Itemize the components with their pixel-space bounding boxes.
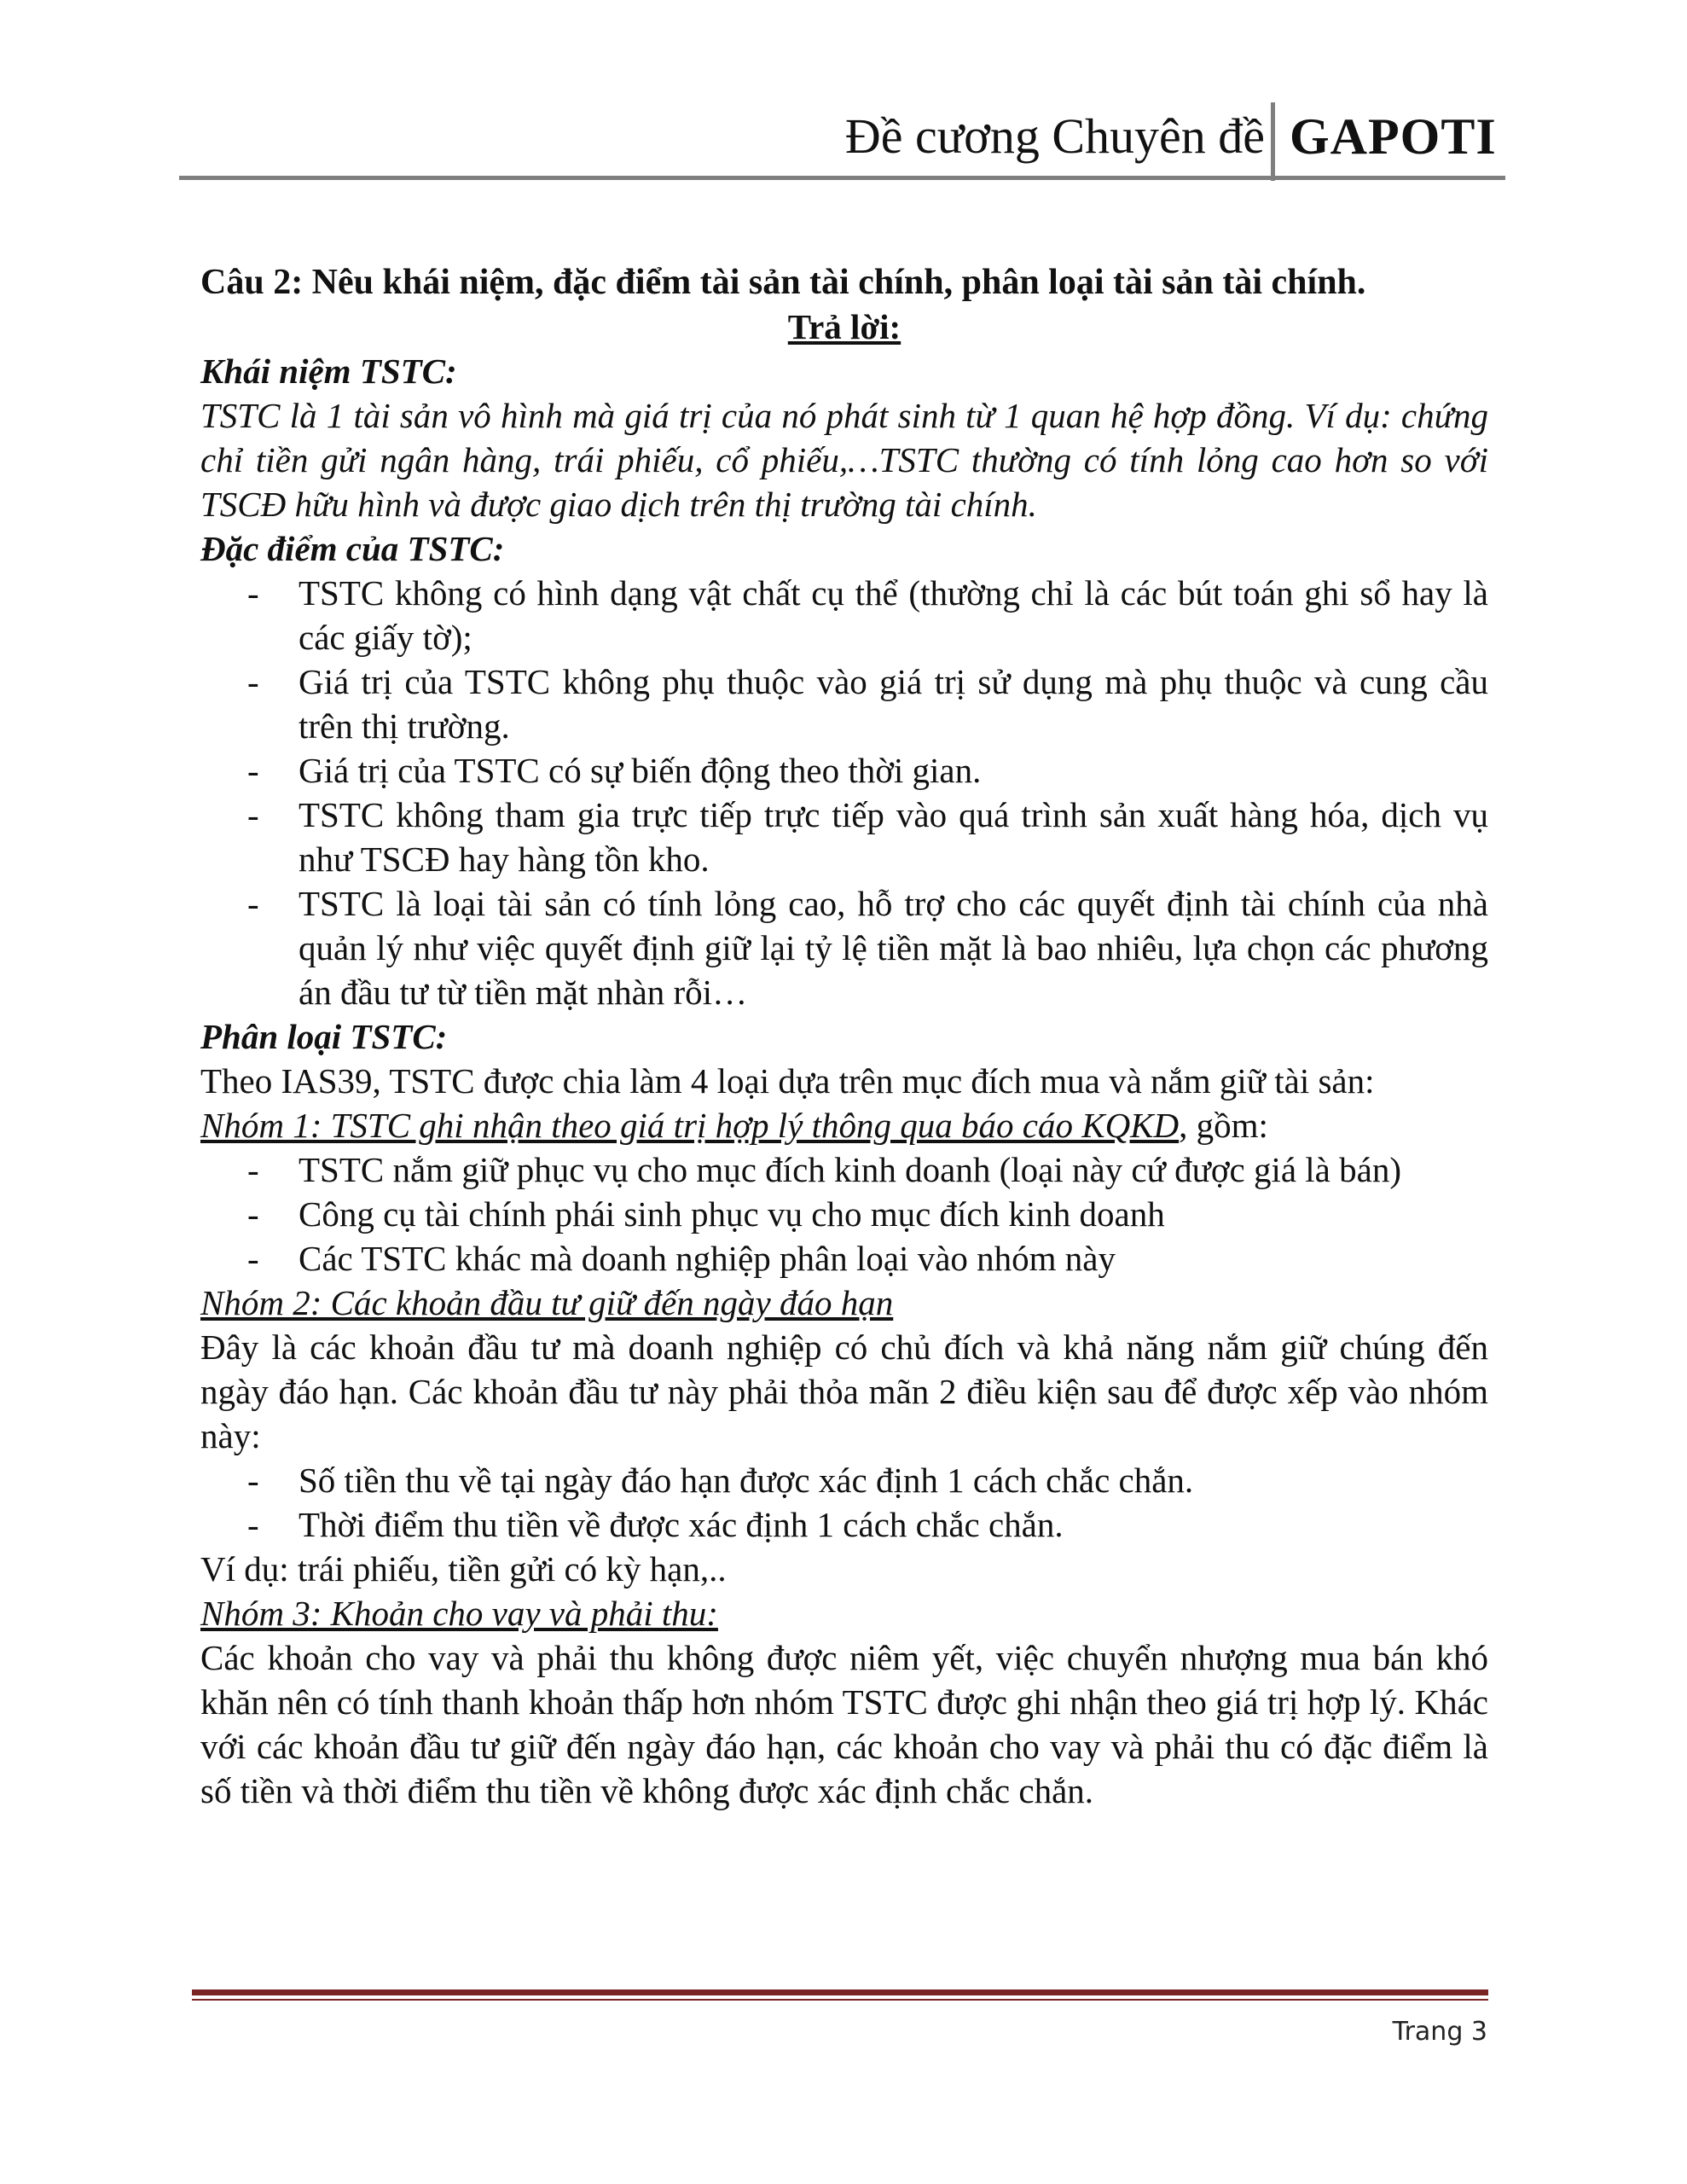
list-dash: - [247,884,259,923]
document-body [200,260,1488,1813]
answer-label: Trả lời: [787,307,901,346]
group3-title: Nhóm 3: Khoản cho vay và phải thu: [200,1594,718,1633]
group3-text: Các khoản cho vay và phải thu không được niêm yết, việc chuyển nhượng mua bán khó khăn nên có tính thanh khoản thấp hơn nhóm TSTC được ghi nhận theo giá trị hợp lý. Khác với các khoản đầu tư giữ đến ngày đáo hạn, các khoản cho vay và phải thu có đặc điểm là số tiền và thời điểm thu tiền về không được xác định chắc chắn. [200,1638,1488,1810]
list-dash: - [247,1239,259,1278]
group2-text: Đây là các khoản đầu tư mà doanh nghiệp có chủ đích và khả năng nắm giữ chúng đến ngày đáo hạn. Các khoản đầu tư này phải thỏa mãn 2 điều kiện sau để được xếp vào nhóm này: [200,1327,1488,1455]
list-dash: - [247,573,259,613]
list-item: - Giá trị của TSTC có sự biến động theo thời gian. [200,748,1488,793]
group1-list [200,1147,1488,1281]
document-title: Đề cương Chuyên đề [844,108,1265,164]
list-item: - TSTC là loại tài sản có tính lỏng cao, hỗ trợ cho các quyết định tài chính của nhà quản lý như việc quyết định giữ lại tỷ lệ tiền mặt là bao nhiêu, lựa chọn các phương án đầu tư từ tiền mặt nhàn rỗi… [200,881,1488,1014]
group1-title: Nhóm 1: TSTC ghi nhận theo giá trị hợp lý thông qua báo cáo KQKD [200,1106,1180,1145]
list-dash: - [247,662,259,701]
group2-list [200,1458,1488,1547]
group2-example: Ví dụ: trái phiếu, tiền gửi có kỳ hạn,.. [200,1549,727,1589]
list-dash: - [247,1505,259,1544]
footer-rule [192,1989,1488,1995]
list-dash: - [247,751,259,790]
brand-name: GAPOTI [1290,108,1497,165]
classification-intro: Theo IAS39, TSTC được chia làm 4 loại dựa trên mục đích mua và nắm giữ tài sản: [200,1061,1375,1101]
list-item: - Số tiền thu về tại ngày đáo hạn được xác định 1 cách chắc chắn. [200,1458,1488,1502]
list-dash: - [247,795,259,834]
page-header [0,0,1687,183]
classification-heading: Phân loại TSTC: [200,1017,448,1056]
features-list [200,571,1488,1014]
group1-suffix: , gồm: [1179,1106,1268,1145]
list-item: - Giá trị của TSTC không phụ thuộc vào giá trị sử dụng mà phụ thuộc và cung cầu trên thị trường. [200,659,1488,748]
list-dash: - [247,1461,259,1500]
list-dash: - [247,1194,259,1234]
list-item: - Công cụ tài chính phái sinh phục vụ cho mục đích kinh doanh [200,1192,1488,1236]
footer-rule-thin [192,1999,1488,2001]
features-heading: Đặc điểm của TSTC: [200,529,505,568]
question-title: Câu 2: Nêu khái niệm, đặc điểm tài sản tài chính, phân loại tài sản tài chính. [200,263,1366,302]
list-item: - Thời điểm thu tiền về được xác định 1 cách chắc chắn. [200,1502,1488,1547]
list-item: - TSTC nắm giữ phục vụ cho mục đích kinh doanh (loại này cứ được giá là bán) [200,1147,1488,1192]
concept-heading: Khái niệm TSTC: [200,351,457,391]
header-rule [179,176,1505,180]
concept-text: TSTC là 1 tài sản vô hình mà giá trị của nó phát sinh từ 1 quan hệ hợp đồng. Ví dụ: chứng chỉ tiền gửi ngân hàng, trái phiếu, cổ phiếu,…TSTC thường có tính lỏng cao hơn so với TSCĐ hữu hình và được giao dịch trên thị trường tài chính. [200,396,1488,524]
list-item: - TSTC không tham gia trực tiếp trực tiếp vào quá trình sản xuất hàng hóa, dịch vụ như TSCĐ hay hàng tồn kho. [200,793,1488,881]
page-number: Trang 3 [1392,2017,1487,2047]
group2-heading [200,1281,1488,1325]
list-dash: - [247,1150,259,1189]
group2-title: Nhóm 2: Các khoản đầu tư giữ đến ngày đáo hạn [200,1283,894,1322]
group1-heading [200,1103,1488,1147]
list-item: - TSTC không có hình dạng vật chất cụ thể (thường chỉ là các bút toán ghi sổ hay là các giấy tờ); [200,571,1488,659]
header-separator [1271,102,1275,181]
group3-heading [200,1591,1488,1635]
list-item: - Các TSTC khác mà doanh nghiệp phân loại vào nhóm này [200,1236,1488,1281]
